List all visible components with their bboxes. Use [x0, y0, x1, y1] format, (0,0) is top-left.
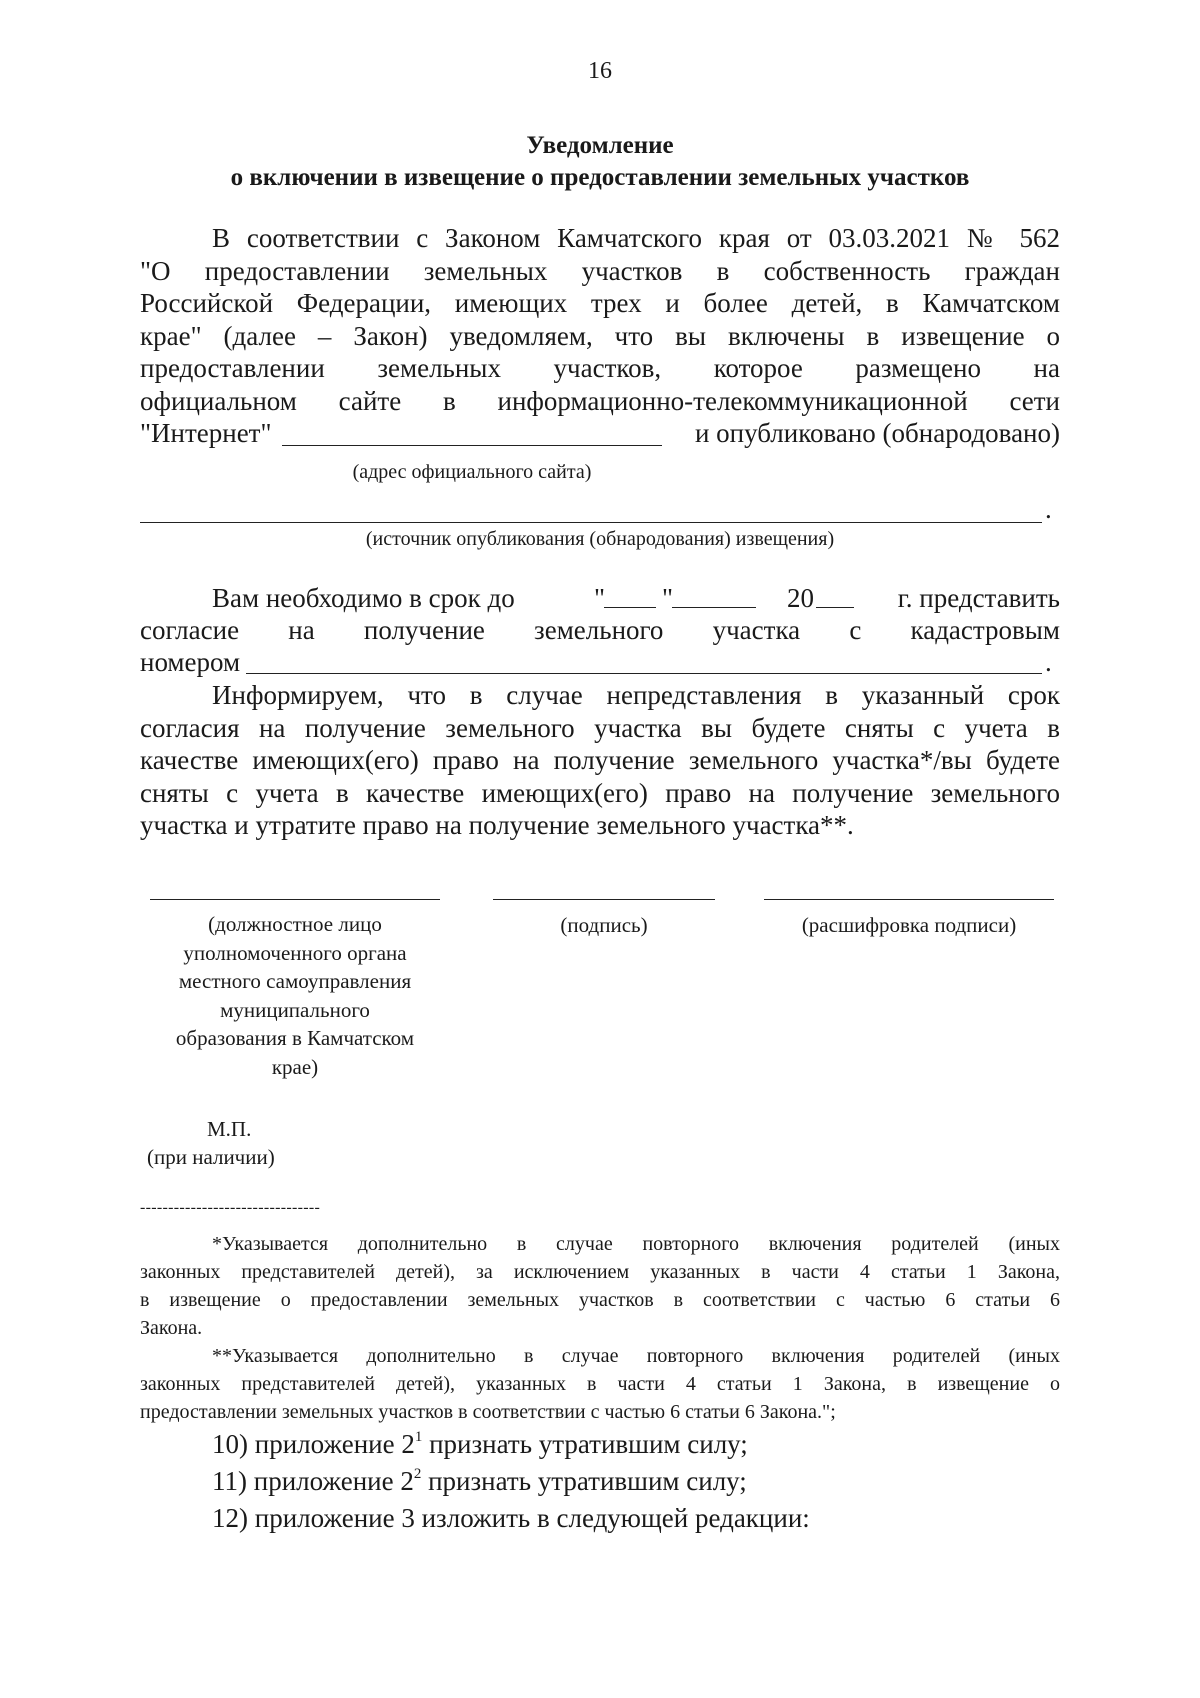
text-line: В соответствии с Законом Камчатского края от 03.03.2021 № 562: [212, 223, 1060, 253]
period: .: [1045, 647, 1052, 677]
deadline-year-prefix: 20: [787, 583, 814, 613]
signature-caption: (подпись): [560, 913, 648, 937]
publication-source-field-line: [140, 522, 1042, 523]
deadline-year-field-line: [816, 607, 854, 608]
caption-line: муниципального: [220, 997, 370, 1022]
list-item-11: [212, 1463, 747, 1500]
text-line: в извещение о предоставлении земельных участков в соответствии с частью 6 статьи 6: [140, 1289, 1060, 1311]
footnote-1: [140, 1230, 1060, 1342]
item-text: признать утратившим силу;: [421, 1466, 747, 1496]
official-signature-line: [150, 899, 440, 900]
published-text: и опубликовано (обнародовано): [694, 418, 1060, 448]
page-number: 16: [588, 58, 612, 84]
text-line: участка и утратите право на получение земельного участка**.: [140, 810, 854, 840]
item-superscript: 1: [414, 1429, 423, 1445]
text-line: Российской Федерации, имеющих трех и более детей, в Камчатском: [140, 288, 1060, 318]
notice-title: Уведомление: [526, 132, 674, 159]
text-line: **Указывается дополнительно в случае повторного включения родителей (иных: [212, 1345, 1060, 1367]
official-caption: [150, 910, 440, 1081]
quote-open: ": [594, 583, 606, 613]
caption-line: (должностное лицо: [208, 912, 382, 936]
cadastral-label: номером: [140, 647, 241, 677]
deadline-day-field-line: [604, 607, 656, 608]
quote-close: ": [662, 583, 674, 613]
decryption-signature-line: [764, 899, 1054, 900]
consent-line: [140, 614, 1060, 647]
site-address-field-line: [282, 445, 662, 446]
text-line: сняты с учета в качестве имеющих(его) право на получение земельного: [140, 777, 1060, 808]
text-line: предоставлении земельных участков в соответствии с частью 6 статьи 6 Закона.";: [140, 1401, 836, 1423]
deadline-text: Вам необходимо в срок до: [212, 583, 515, 613]
paragraph-law-reference: [140, 222, 1060, 417]
footnote-2: [140, 1342, 1060, 1426]
publication-source-caption: (источник опубликования (обнародования) извещения): [365, 528, 835, 550]
text-line: согласие на получение земельного участка с кадастровым: [140, 615, 1060, 645]
item-text: 10) приложение 2: [212, 1429, 415, 1459]
stamp-note: (при наличии): [147, 1145, 275, 1169]
internet-label: "Интернет": [140, 418, 272, 448]
list-item-12: 12) приложение 3 изложить в следующей редакции:: [212, 1503, 810, 1533]
text-line: официальном сайте в информационно-телекоммуникационной сети: [140, 385, 1060, 416]
item-superscript: 2: [413, 1466, 422, 1482]
caption-line: крае): [271, 1054, 319, 1079]
item-text: признать утратившим силу;: [422, 1429, 748, 1459]
text-line: Информируем, что в случае непредставления в указанный срок: [212, 680, 1060, 710]
text-line: законных представителей детей), за исключением указанных в части 4 статьи 1 Закона,: [140, 1261, 1060, 1283]
period: .: [1045, 494, 1052, 524]
text-line: согласия на получение земельного участка вы будете сняты с учета в: [140, 712, 1060, 743]
text-line: Закона.: [140, 1317, 203, 1339]
signature-line: [493, 899, 715, 900]
text-line: *Указывается дополнительно в случае повторного включения родителей (иных: [212, 1233, 1060, 1255]
deadline-month-field-line: [672, 607, 756, 608]
list-item-10: [212, 1426, 748, 1463]
stamp-label: М.П.: [207, 1117, 252, 1141]
notice-subtitle: о включении в извещение о предоставлении земельных участков: [230, 164, 970, 191]
caption-line: уполномоченного органа: [183, 940, 407, 965]
text-line: законных представителей детей), указанных в части 4 статьи 1 Закона, в извещение о: [140, 1373, 1060, 1395]
decryption-caption: (расшифровка подписи): [801, 913, 1017, 937]
footnote-separator: --------------------------------: [140, 1199, 321, 1216]
cadastral-number-field-line: [246, 673, 1042, 674]
caption-line: образования в Камчатском: [175, 1026, 415, 1050]
text-line: "О предоставлении земельных участков в собственность граждан: [140, 255, 1060, 286]
submit-text: г. представить: [897, 583, 1060, 613]
item-text: 11) приложение 2: [212, 1466, 414, 1496]
text-line: качестве имеющих(его) право на получение земельного участка*/вы будете: [140, 745, 1060, 775]
text-line: крае" (далее – Закон) уведомляем, что вы включены в извещение о: [140, 320, 1060, 351]
site-address-caption: (адрес официального сайта): [352, 461, 592, 483]
caption-line: местного самоуправления: [178, 969, 412, 993]
paragraph-warning: [140, 679, 1060, 842]
text-line: предоставлении земельных участков, которое размещено на: [140, 353, 1060, 383]
